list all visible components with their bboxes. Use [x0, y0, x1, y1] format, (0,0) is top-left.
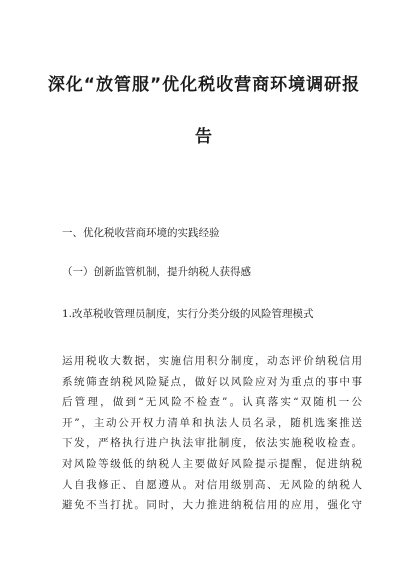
section-heading: 一、优化税收营商环境的实践经验 — [62, 227, 220, 239]
body-line: 人自我修正、自愿遵从。对信用级别高、无风险的纳税人 — [62, 478, 362, 491]
body-paragraph — [62, 351, 362, 516]
document-title-line-1: 深化“放管服”优化税收营商环境调研报 — [47, 75, 361, 95]
item-heading: 1.改革税收管理员制度，实行分类分级的风险管理模式 — [62, 308, 314, 320]
body-line: 避免不当打扰。同时，大力推进纳税信用的应用，强化守 — [62, 499, 362, 512]
body-line: 系统筛查纳税风险疑点，做好以风险应对为重点的事中事 — [62, 375, 362, 388]
body-line: 开”，主动公开权力清单和执法人员名录，随机选案推送 — [62, 416, 362, 429]
body-line: 运用税收大数据，实施信用积分制度，动态评价纳税信用 — [62, 355, 362, 367]
body-line: 后管理，做到“无风险不检查”。认真落实“双随机一公 — [62, 396, 362, 409]
subsection-heading: （一）创新监管机制，提升纳税人获得感 — [62, 266, 251, 278]
body-line: 下发，严格执行进户执法审批制度，依法实施税收检查。 — [62, 437, 362, 450]
document-title-line-2: 告 — [195, 127, 213, 147]
body-line: 对风险等级低的纳税人主要做好风险提示提醒，促进纳税 — [62, 457, 362, 470]
